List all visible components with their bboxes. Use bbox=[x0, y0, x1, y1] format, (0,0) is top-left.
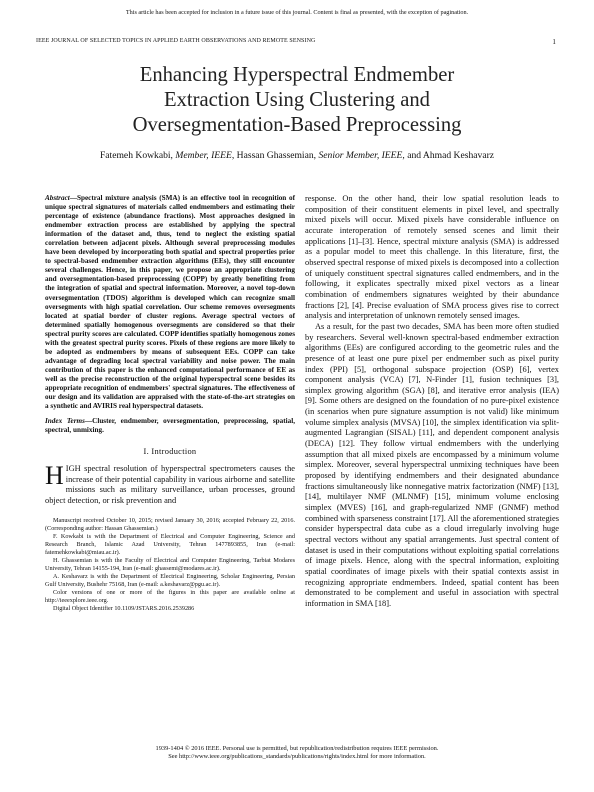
author-list bbox=[40, 150, 554, 161]
author-name: , Hassan Ghassemian, bbox=[231, 150, 317, 161]
drop-cap: H bbox=[45, 461, 64, 491]
abstract-text: —Spectral mixture analysis (SMA) is an effective tool in recognition of unique spectral signatures of materials called endmembers and estimating their percentage of existence (abundance fractions). Most approaches designed in endmember extraction process are established by applying the spectral information of the dataset and, thus, tend to neglect the existing spatial correlation between adjacent pixels. Although several preprocessing modules have been developed by incorporating both spatial and spectral properties prior to spectral-based endmember extraction algorithms (EEs), they still encounter several challenges. Hence, in this paper, we propose an appropriate clustering and oversegmentation-based preprocessing (COPP) by greatly benefiting from the integration of spatial and spectral information. Moreover, a novel top-down oversegmentation (TDOS) algorithm is developed which can recognize small oversegments with high spatial correlation. Our scheme removes oversegments located at spatial border of cluster regions. Average spectral vectors of determined spatially homogenous oversegments are considered so that their spectral purity scores are calculated. COPP identifies spatially homogenous zones with the greatest spectral purity scores. Pixels of these regions are more likely to be adopted as endmembers by means of subsequent EEs. COPP can take advantage of degrading local spectral variability and noise power. The main contribution of this paper is the enhanced computational performance of EE as well as the precise reconstruction of the original hyperspectral scene besides its appropriate recognition of endmembers' spectral signatures. The effectiveness of our design and its validation are appraised with the state-of-the-art strategies on a synthetic and AVIRIS real hyperspectral datasets. bbox=[45, 194, 295, 411]
section-heading: I. Introduction bbox=[143, 447, 197, 457]
page-number: 1 bbox=[552, 38, 556, 46]
running-head bbox=[36, 38, 558, 44]
index-terms-text: —Cluster, endmember, oversegmentation, preprocessing, spatial, spectral, unmixing. bbox=[45, 417, 295, 435]
body-paragraph: response. On the other hand, their low spatial resolution leads to composition of their constituent elements in pixel level, and spectrally mixed pixels will occur. Mixed pixels have considerable influence on accurate interoperation of remotely sensed scenes and limit their applications [1]–[3]. Hence, spectral mixture analysis (SMA) is addressed as a popular model to meet this challenge. In this literature, first, the observed spectral response of mixed pixels is decomposed into a collection of uniquely constituent spectral signatures called endmembers, and in the following, it explicates spectrally mixed pixel vectors as a linear combination of endmembers signatures weighted by their abundance fractions [2], [4]. Precise evaluation of SMA process gives rise to correct analysis and interpretation of unknown remotely sensed images. bbox=[305, 194, 559, 321]
acceptance-note: This article has been accepted for inclusion in a future issue of this journal. Content is final as presented, with the exception of pagination. bbox=[125, 9, 469, 16]
footnote: Manuscript received October 10, 2015; revised January 30, 2016; accepted February 22, 2016. (Corresponding author: Hassan Ghassemian.) bbox=[45, 516, 295, 532]
abstract bbox=[45, 194, 295, 411]
paper-title bbox=[60, 63, 534, 138]
right-column bbox=[305, 194, 559, 610]
copyright-line: 1939-1404 © 2016 IEEE. Personal use is permitted, but republication/redistribution requires IEEE permission. bbox=[155, 745, 439, 752]
copyright-line: See http://www.ieee.org/publications_standards/publications/rights/index.html for more information. bbox=[168, 753, 426, 760]
intro-paragraph bbox=[45, 461, 295, 506]
abstract-label: Abstract bbox=[45, 194, 70, 202]
author-name: Fatemeh Kowkabi, bbox=[99, 150, 173, 161]
title-line: Oversegmentation-Based Preprocessing bbox=[132, 114, 462, 136]
author-role: Member, IEEE bbox=[175, 150, 232, 161]
author-role: Senior Member, IEEE bbox=[318, 150, 403, 161]
intro-text: IGH spectral resolution of hyperspectral spectrometers causes the increase of their potential capability in various airborne and satellite missions such as military surveillance, urban processes, ground object detection, or risk prevention and bbox=[45, 464, 295, 505]
author-name: , and Ahmad Keshavarz bbox=[402, 150, 495, 161]
left-column bbox=[45, 194, 295, 613]
footnote: F. Kowkabi is with the Department of Electrical and Computer Engineering, Science and Research Branch, Islamic Azad University, Tehran 1477893855, Iran (e-mail: fatemehkowkabi@miau.ac.ir). bbox=[45, 532, 295, 556]
footnote: Digital Object Identifier 10.1109/JSTARS.2016.2539286 bbox=[53, 604, 195, 612]
journal-name: IEEE JOURNAL OF SELECTED TOPICS IN APPLIED EARTH OBSERVATIONS AND REMOTE SENSING bbox=[36, 38, 316, 44]
index-terms bbox=[45, 417, 295, 435]
footnote: H. Ghassemian is with the Faculty of Electrical and Computer Engineering, Tarbiat Modares University, Tehran 14155-194, Iran (e-mail: ghassemi@modares.ac.ir). bbox=[45, 556, 295, 572]
body-paragraph: As a result, for the past two decades, SMA has been more often studied by researchers. Several well-known spectral-based endmember extraction algorithms (EEs) are configured according to the geometric rules and the presence of at least one pure pixel per endmember such as pixel purity index (PPI) [5], orthogonal subspace projection (OSP) [6], vertex component analysis (VCA) [7], N-Finder [1], fusion techniques [3], simplex growing algorithm (SGA) [8], and iterative error analysis (IEA) [9]. Some others are designed on the foundation of no pure-pixel existence (in scenarios when pure signature assumption is not valid) like minimum volume simplex analysis (MVSA) [10], the simplex identification via split-augmented Lagrangian (SISAL) [11], and dependent component analysis (DECA) [12]. They follow virtual endmembers with the underlying assumption that all mixed pixels are encompassed by a minimum volume simplex. Moreover, several hyperspectral unmixing techniques have been proposed by identifying endmembers and their designated abundance fractions simultaneously like nonnegative matrix factorization (NMF) [13], [14], multilayer NMF (MLNMF) [15], minimum volume enclosing simplex (MVES) [16], and graph-regularized NMF (GNMF) method combined with sparseness constraint [17]. All the aforementioned strategies consider hyperspectral data cube as a cloud irregularly involving huge spectral vectors without any spatial arrangements. Just spectral content of dataset is used in their computations without exploiting spatial correlations of image pixels. Hence, along with the spectral information, exploiting spatial coordinates of image pixels with their spatial contexts assist in recognizing appropriate endmembers. Indeed, spatial content has been demonstrated to be complement and useful in association with spectral information in SMA [18]. bbox=[305, 321, 559, 608]
footnotes bbox=[45, 517, 295, 613]
footnote: A. Keshavarz is with the Department of Electrical Engineering, Scholar Engineering, Persian Gulf University, Bushehr 75168, Iran (e-mail: a.keshavarz@pgu.ac.ir). bbox=[45, 572, 295, 588]
index-terms-label: Index Terms bbox=[45, 417, 85, 426]
title-line: Extraction Using Clustering and bbox=[164, 89, 430, 111]
copyright-notice bbox=[40, 745, 554, 761]
footnote: Color versions of one or more of the figures in this paper are available online at http://ieeexplore.ieee.org. bbox=[45, 588, 295, 604]
title-line: Enhancing Hyperspectral Endmember bbox=[139, 64, 455, 86]
